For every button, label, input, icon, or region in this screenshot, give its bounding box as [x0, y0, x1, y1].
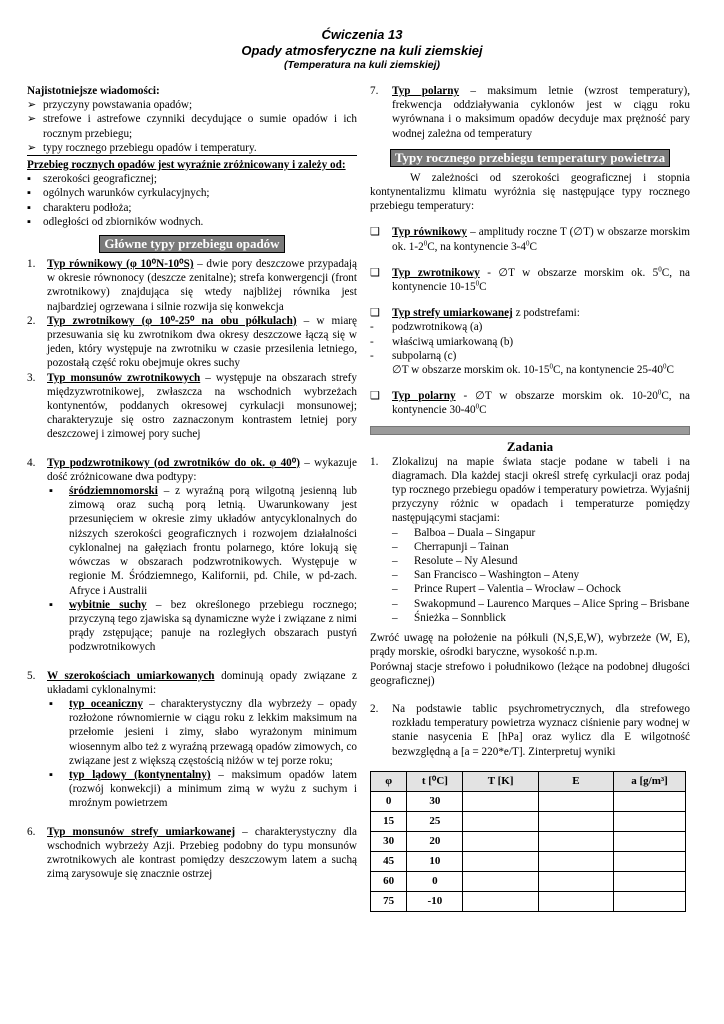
type-6: 6. Typ monsunów strefy umiarkowanej – charakterystyczny dla wschodnich wybrzeży Azji. Przebieg podobny do typu monsunów zwrotnikowych ale kontrast pomiędzy deszczowym latem a suchą zimą zarysowuje się znacznie ostrzej — [27, 825, 357, 881]
e-cell[interactable] — [538, 891, 613, 911]
subzone-item: - właściwą umiarkowaną (b) — [370, 335, 514, 348]
t-k-cell[interactable] — [463, 831, 538, 851]
news-item: ➢ typy rocznego przebiegu opadów i temperatury. — [27, 141, 357, 156]
type-1: 1. Typ równikowy (φ 10⁰N-10⁰S) – dwie pory deszczowe przypadają w okresie równonocy (deszcze zenitalne); strefa konwergencji (front zwrotnikowy) znajdująca się wtedy najbliżej równika jest najbardziej ogrzewana i silnie rozwija się konwekcja — [27, 258, 357, 313]
type-4b: ▪ wybitnie suchy – bez określonego przebiegu rocznego; przyczyną tego zjawiska są dynamiczne wyże i związane z nimi prądy zstępujące; panuje na rozległych obszarach pustyń podzwrotnikowych — [49, 598, 357, 654]
station-item: – Swakopmund – Laurenco Marques – Alice Spring – Brisbane — [392, 597, 690, 610]
temp-type-4: ❑ Typ polarny - ∅T w obszarze morskim ok. $10-20^0C$, na kontynencie $30-40^0C$ — [370, 388, 690, 417]
type-7: 7. Typ polarny – maksimum letnie (wzrost temperatury), frekwencja oddziaływania cyklonów jest w ciągu roku wyrównana i o maksimum opadów decyduje max prężność pary wodnej zależna od temperatury — [370, 85, 690, 140]
e-cell[interactable] — [538, 851, 613, 871]
col-header: φ — [371, 771, 407, 791]
doc-subtitle2: (Temperatura na kuli ziemskiej) — [284, 59, 440, 71]
news-heading: Najistotniejsze wiadomości: — [27, 85, 160, 97]
a-cell[interactable] — [614, 811, 686, 831]
station-item: – Resolute – Ny Alesund — [392, 555, 518, 568]
station-item: – Śnieżka – Sonnblick — [392, 611, 506, 624]
distrib-item: ▪ ogólnych warunków cyrkulacyjnych; — [27, 187, 210, 200]
type-5a: ▪ typ oceaniczny – charakterystyczny dla wybrzeży – opady rozłożone równomiernie w ciągu roku z lekkim maksimum na przełomie jesieni i zimy, słabo wyrażonym minimum wiosennym albo też z wyraźną przewagą opadów zimowych, co związane jest z większą częstością niżów w tej porze roku; — [49, 697, 357, 767]
subzone-item: - subpolarną (c) — [370, 349, 457, 362]
t-k-cell[interactable] — [463, 871, 538, 891]
type-3: 3. Typ monsunów zwrotnikowych – występuje na obszarach strefy międzyzwrotnikowej, zwłaszcza na wschodnich wybrzeżach kontynentów, poddanych okresowej cyrkulacji monsunowej; charakteryzuje się ostro zaznaczonym kontrastem letniej pory deszczowej i zimowej pory suchej — [27, 371, 357, 441]
table-row: 60 0 — [371, 871, 686, 891]
a-cell[interactable] — [614, 871, 686, 891]
temp-type-3-amplitude: ∅T w obszarze morskim ok. $10-15^0C$, na kontynencie $25-40^0C$ — [392, 362, 674, 377]
col-header: E — [538, 771, 613, 791]
t-k-cell[interactable] — [463, 791, 538, 811]
table-row: 0 30 — [371, 791, 686, 811]
precip-types-banner: Główne typy przebiegu opadów — [99, 235, 284, 253]
task-2: 2. Na podstawie tablic psychrometrycznych, dla strefowego rozkładu temperatury powietrza wyznacz ciśnienie pary wodnej w stanie nasycenia E [hPa] oraz wylicz dla E wilgotność bezwzględną a [a = 220*e/T]. Zinterpretuj wyniki — [370, 702, 690, 758]
station-item: – Cherrapunji – Tainan — [392, 540, 509, 553]
a-cell[interactable] — [614, 791, 686, 811]
task-1: 1. Zlokalizuj na mapie świata stacje podane w tabeli i na diagramach. Dla każdej stacji określ strefę cyrkulacji oraz podaj typ rocznego przebiegu opadów i temperatury powietrza. Wyjaśnij przyczyny różnic w opadach i temperaturze pomiędzy następującymi stacjami: — [370, 455, 690, 525]
news-item: ➢ strefowe i astrefowe czynniki decydujące o sumie opadów i ich rocznym przebiegu; — [27, 113, 357, 140]
task-note-2: Porównaj stacje strefowo i południkowo (leżące na podobnej długości geograficznej) — [370, 660, 690, 687]
temp-types-banner: Typy rocznego przebiegu temperatury powietrza — [390, 149, 670, 167]
t-k-cell[interactable] — [463, 811, 538, 831]
t-k-cell[interactable] — [463, 851, 538, 871]
temp-banner-wrap — [370, 149, 690, 167]
e-cell[interactable] — [538, 791, 613, 811]
table-row: 30 20 — [371, 831, 686, 851]
type-5b: ▪ typ lądowy (kontynentalny) – maksimum opadów latem (rozwój konwekcji) a minimum zimą w wyżu z suchym i mroźnym powietrzem — [49, 768, 357, 810]
type-4a: ▪ śródziemnomorski – z wyraźną porą wilgotną jesienną lub zimową oraz suchą porą letnią. Uwarunkowany jest przesunięciem w okresie zimy układów antycyklonalnych do niższych szerokości geograficznych i rozwojem działalności cyklonalnej na gałęziach frontu polarnego, które lokują się wówczas w obszarach podzwrotnikowych. Występuje w regionie M. Śródziemnego, Kalifornii, pd. Chile, w pd-zach. Afryce i Australii — [49, 485, 357, 597]
doc-subtitle: Opady atmosferyczne na kuli ziemskiej — [241, 43, 483, 58]
distrib-heading: Przebieg rocznych opadów jest wyraźnie zróżnicowany i zależy od: — [27, 159, 346, 172]
type-5: 5. W szerokościach umiarkowanych dominują opady związane z układami cyklonalnymi: — [27, 669, 357, 696]
news-item: ➢ przyczyny powstawania opadów; — [27, 99, 193, 112]
a-cell[interactable] — [614, 891, 686, 911]
station-item: – San Francisco – Washington – Ateny — [392, 569, 580, 582]
right-column — [370, 84, 690, 912]
task-note-1: Zwróć uwagę na położenie na półkuli (N,S,E,W), wybrzeże (W, E), prądy morskie, ośrodki baryczne, wysokość n.p.m. — [370, 632, 690, 659]
tasks-separator-bar — [370, 426, 690, 435]
distrib-item: ▪ charakteru podłoża; — [27, 201, 132, 214]
e-cell[interactable] — [538, 871, 613, 891]
left-column — [27, 84, 357, 881]
temp-type-1: ❑ Typ równikowy – amplitudy roczne T (∅T) w obszarze morskim ok. $1-2^0C$, na kontynencie $3-4^0C$ — [370, 226, 690, 253]
station-item: – Prince Rupert – Valentia – Wrocław – Ochock — [392, 583, 621, 596]
document-header — [0, 27, 724, 72]
doc-title: Ćwiczenia 13 — [321, 27, 403, 42]
col-header: a [g/m³] — [614, 771, 686, 791]
distrib-item: ▪ szerokości geograficznej; — [27, 173, 157, 186]
table-row: 45 10 — [371, 851, 686, 871]
subzone-item: - podzwrotnikową (a) — [370, 321, 483, 334]
psychrometric-table — [370, 771, 686, 912]
col-header: t [⁰C] — [407, 771, 463, 791]
station-item: – Balboa – Duala – Singapur — [392, 526, 536, 539]
table-header-row — [371, 771, 686, 791]
table-row: 15 25 — [371, 811, 686, 831]
type-2: 2. Typ zwrotnikowy (φ 10⁰-25⁰ na obu półkulach) – w miarę przesuwania się ku zwrotnikom dwa okresy deszczowe łączą się w jeden, który występuje na zwrotniku w czasie przesilenia letniego, pozostałą część roku obejmuje okres suchy — [27, 314, 357, 370]
temp-type-2: ❑ Typ zwrotnikowy - ∅T w obszarze morskim ok. $5^0C$, na kontynencie $10-15^0C$ — [370, 265, 690, 294]
e-cell[interactable] — [538, 831, 613, 851]
e-cell[interactable] — [538, 811, 613, 831]
station-list — [370, 526, 690, 625]
precip-banner-wrap — [27, 235, 357, 253]
temp-intro: W zależności od szerokości geograficznej i stopnia kontynentalizmu klimatu wyróżnia się następujące typy rocznego przebiegu temperatury: — [370, 171, 690, 213]
t-k-cell[interactable] — [463, 891, 538, 911]
tasks-heading: Zadania — [506, 438, 554, 454]
temp-type-3: ❑ Typ strefy umiarkowanej z podstrefami: — [370, 307, 580, 320]
type-4: 4. Typ podzwrotnikowy (od zwrotników do ok. φ 40⁰) – wykazuje dość zróżnicowane dwa podtypy: — [27, 456, 357, 483]
distrib-item: ▪ odległości od zbiorników wodnych. — [27, 215, 204, 228]
a-cell[interactable] — [614, 851, 686, 871]
col-header: T [K] — [463, 771, 538, 791]
a-cell[interactable] — [614, 831, 686, 851]
table-row: 75 -10 — [371, 891, 686, 911]
